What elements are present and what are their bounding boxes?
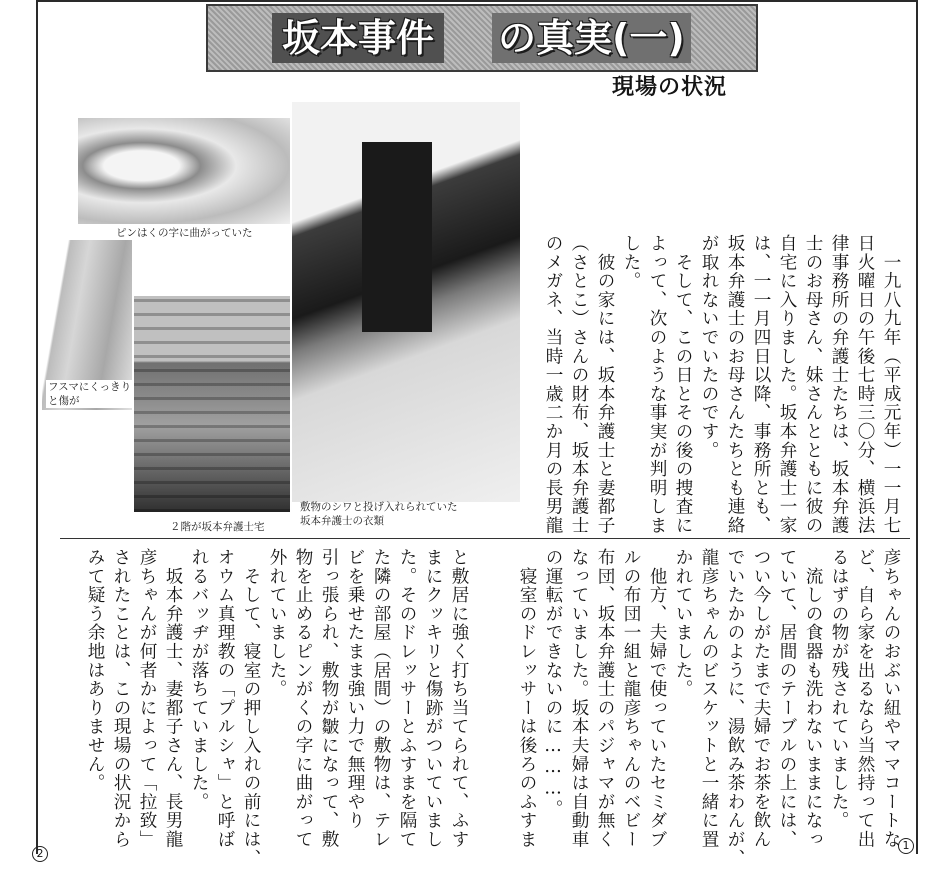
page-number-left: 2: [32, 846, 48, 862]
photo-apartment-building: [134, 296, 290, 512]
title-part-1: 坂本事件: [272, 13, 444, 63]
article-column-3: と敷居に強く打ち当てられて、ふす まにクッキリと傷跡がついていまし た。そのドレッサーとふすまを隔て た隣の部屋（居間）の敷物は、テレ ビを乗せたまま強い力で無理やり 引っ張られ、敷物が皺になって、敷 物を止めるピンがくの字に曲がって 外れていました。 そして、寝室の押し入れの前には、 オウム真理教の「プルシャ」と呼ば れるバッヂが落ちていました。 坂本弁護士、妻都子さん、長男龍 彦ちゃんが何者かによって「拉致」 されたことは、この現場の状況から みて疑う余地はありません。: [85, 548, 469, 868]
caption-fusuma-scratch: フスマにくっきり と傷が: [48, 381, 132, 407]
photo-cabinet-shape: [362, 142, 432, 332]
caption-bent-pin: ピンはくの字に曲がっていた: [116, 227, 253, 239]
page-number-right: 1: [898, 838, 914, 854]
photo-rug-and-clothes: [292, 102, 520, 502]
photo-bent-pin: [78, 118, 290, 224]
column-divider: [60, 538, 910, 539]
article-column-1: 一九八九年（平成元年）一一月七 日火曜日の午後七時三〇分、横浜法 律事務所の弁護士たちは、坂本弁護 士のお母さん、妹さんとともに彼の 自宅に入りました。坂本弁護士一家 は、一一月四日以降、事務所とも、 坂本弁護士のお母さんたちとも連絡 が取れないでいたのです。 そして、この日とその後の捜査に よって、次のような事実が判明しま した。 彼の家には、坂本弁護士と妻都子 （さとこ）さんの財布、坂本弁護士 のメガネ、当時一歳二か月の長男龍: [543, 234, 901, 535]
subtitle: 現場の状況: [612, 74, 728, 100]
caption-apartment-building: ２階が坂本弁護士宅: [170, 521, 265, 533]
title-part-2: の真実(一): [492, 13, 691, 63]
article-column-2: 彦ちゃんのおぶい紐やママコートな ど、自ら家を出るなら当然持って出 るはずの物が残されていました。 流しの食器も洗わないままになっ ていて、居間のテーブルの上には、 つい今しがたまで夫婦でお茶を飲ん でいたかのように、湯飲み茶わんが、 龍彦ちゃんのビスケットと一緒に置 かれていました。 他方、夫婦で使っていたセミダブ ルの布団一組と龍彦ちゃんのベビー 布団、坂本弁護士のパジャマが無く なっていました。坂本夫婦は自動車 の運転ができないのに………。 寝室のドレッサーは後ろのふすま: [517, 548, 901, 868]
caption-rug-and-clothes: 敷物のシワと投げ入れられていた 坂本弁護士の衣類: [300, 501, 458, 527]
title-banner: [206, 4, 758, 72]
